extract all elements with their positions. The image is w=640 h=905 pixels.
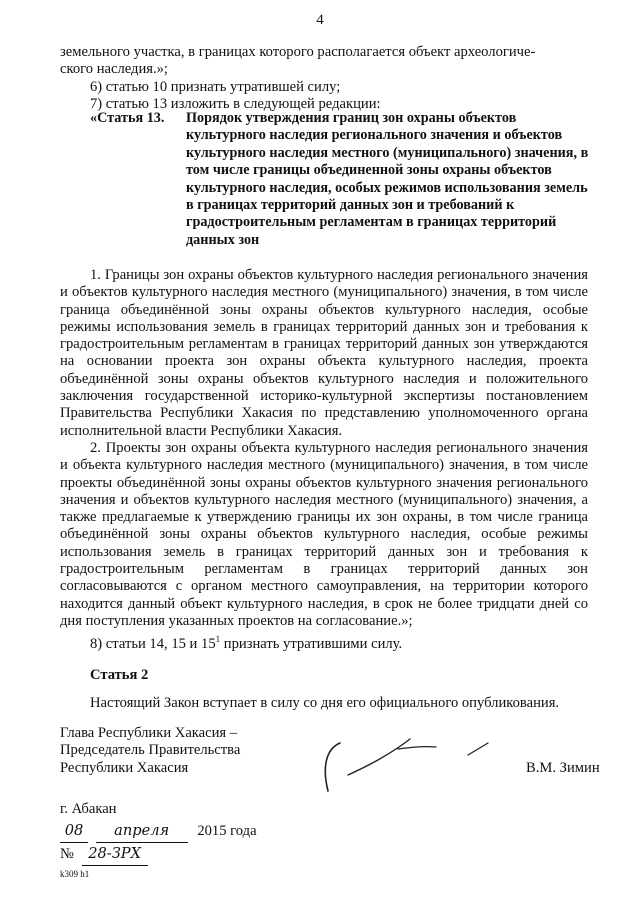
body-paragraphs [60, 267, 588, 712]
text-line: земельного участка, в границах которого располагается объект археологиче- [60, 44, 536, 60]
law-number: 28-ЗРХ [82, 843, 148, 866]
text-line: 7) статью 13 изложить в следующей редакции: [90, 95, 381, 112]
item-8 [60, 631, 588, 653]
document-code: k309 h1 [60, 869, 90, 879]
article-13-heading [90, 110, 590, 249]
signatory-line: Глава Республики Хакасия – [60, 725, 238, 741]
handwritten-signature [312, 735, 502, 797]
article-13-label: «Статья 13. [90, 110, 165, 126]
place-name: г. Абакан [60, 801, 117, 817]
date-year: 2015 года [197, 823, 257, 839]
signatory-line: Председатель Правительства [60, 742, 241, 759]
page-number: 4 [316, 12, 324, 28]
item-8-tail: признать утратившими силу. [220, 636, 403, 653]
text-line: 6) статью 10 признать утратившей силу; [90, 78, 341, 95]
paragraph-1: 1. Границы зон охраны объектов культурного наследия регионального значения и объектов культурного наследия местного (муниципального) значения, в том числе граница объединённой зоны охраны объектов культурного наследия, особые режимы использования земель в границах территорий данных зон и требования к градостроительным регламентам в границах территорий данных зон утверждаются на основании проекта зон охраны объекта культурного наследия, проекта объединённой зоны охраны объектов культурного наследия и положительного заключения государственной историко-культурной экспертизы постановлением Правительства Республики Хакасия по представлению уполномоченного органа исполнительной власти Республики Хакасия. [60, 267, 588, 439]
signatory-name: В.М. Зимин [526, 760, 600, 776]
number-line [60, 843, 257, 866]
item-8-text: 8) статьи 14, 15 и 15 [90, 636, 216, 653]
item-8-superscript: 1 [215, 634, 221, 645]
date-month: апреля [96, 820, 188, 843]
signatory-title [60, 725, 240, 777]
article-2-text: Настоящий Закон вступает в силу со дня его официального опубликования. [90, 694, 560, 711]
article-2-heading: Статья 2 [90, 667, 149, 684]
date-line [60, 820, 257, 843]
paragraph-2: 2. Проекты зон охраны объекта культурного наследия регионального значения и объекта культурного наследия местного (муниципального) значения, в том числе проекты объединённой зоны охраны объектов культурного значения регионального значения и объектов культурного наследия местного (муниципального) значения, а также предлагаемые к утверждению границы их зон охраны, в том числе граница объединённой зоны охраны объектов культурного наследия, особые режимы использования земель в границах территорий данных зон и требования к градостроительным регламентам в границах территорий данных зон согласовываются с органом местного самоуправления, на территории которого находится данный объект культурного наследия, в срок не более тридцати дней со дня поступления указанных проектов на согласование.»; [60, 439, 588, 629]
article-13-title: Порядок утверждения границ зон охраны объектов культурного наследия регионального значения и объектов культурного наследия местного (муниципального) значения, в том числе границы объединенной зоны охраны объектов культурного наследия, особых режимов использования земель в границах территорий данных зон и требований к градостроительным регламентам в границах территорий данных зон [186, 110, 589, 248]
number-prefix: № [60, 846, 74, 862]
intro-block [60, 44, 588, 113]
date-day: 08 [60, 820, 88, 843]
place-date-block [60, 798, 257, 866]
signatory-line: Республики Хакасия [60, 759, 189, 776]
text-line: ского наследия.»; [60, 61, 168, 78]
